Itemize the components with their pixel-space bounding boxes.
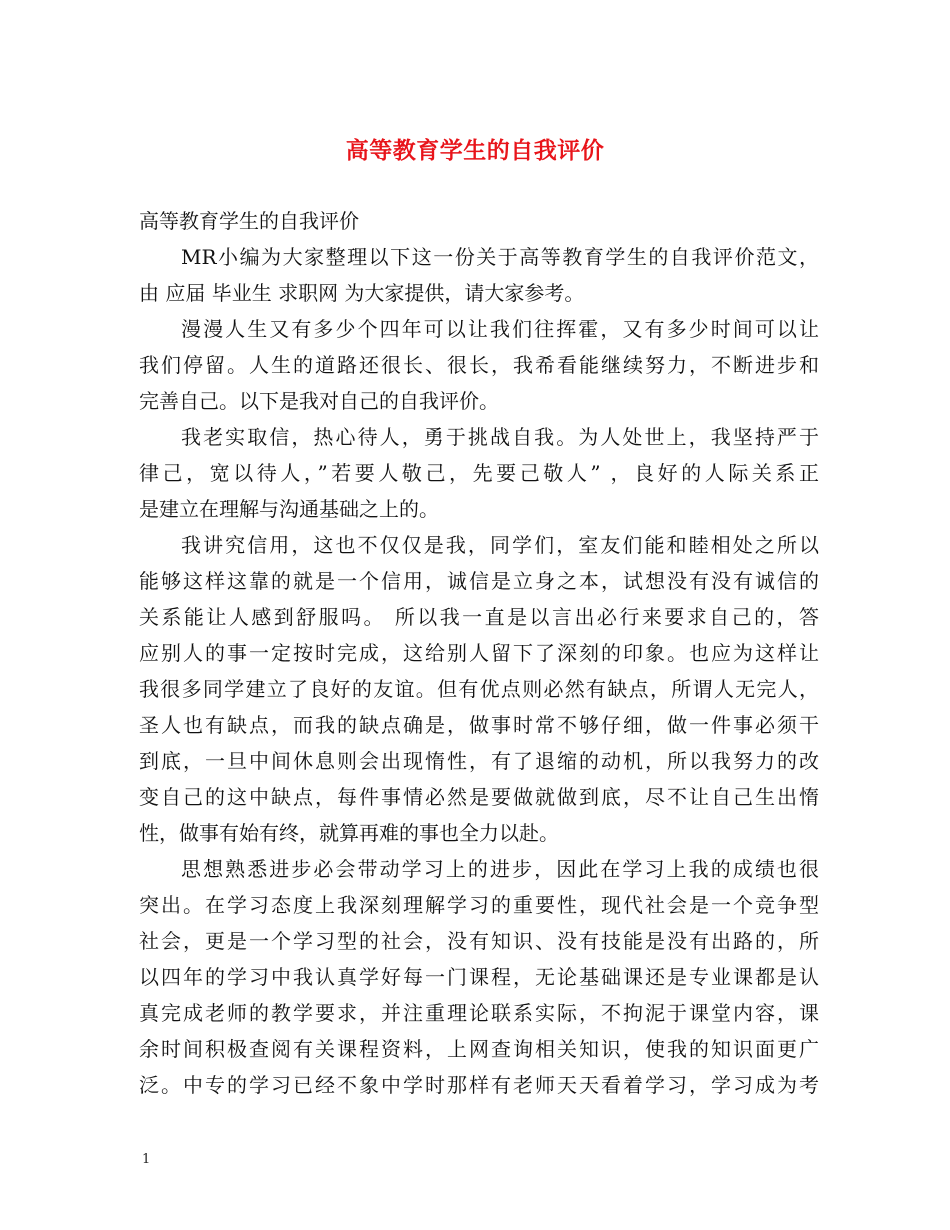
text-line: 泛。中专的学习已经不象中学时那样有老师天天看着学习，学习成为考	[139, 1073, 819, 1097]
text-line: 变自己的这中缺点，每件事情必然是要做就做到底，尽不让自己生出惰	[139, 785, 819, 809]
text-line: 我老实取信，热心待人，勇于挑战自我。为人处世上，我坚持严于	[181, 425, 819, 449]
document-title: 高等教育学生的自我评价	[345, 137, 605, 164]
text-line: 应别人的事一定按时完成，这给别人留下了深刻的印象。也应为这样让	[139, 641, 819, 665]
text-line: 以四年的学习中我认真学好每一门课程，无论基础课还是专业课都是认	[139, 965, 819, 989]
text-line: 性，做事有始有终，就算再难的事也全力以赴。	[139, 821, 559, 845]
text-line: 能够这样这靠的就是一个信用，诚信是立身之本，试想没有没有诚信的	[139, 569, 819, 593]
text-line: 到底，一旦中间休息则会出现惰性，有了退缩的动机，所以我努力的改	[139, 749, 819, 773]
text-line: 社会，更是一个学习型的社会，没有知识、没有技能是没有出路的，所	[139, 929, 819, 953]
text-line: 我讲究信用，这也不仅仅是我，同学们，室友们能和睦相处之所以	[181, 533, 819, 557]
text-line: 圣人也有缺点，而我的缺点确是，做事时常不够仔细，做一件事必须干	[139, 713, 819, 737]
text-line: 完善自己。以下是我对自己的自我评价。	[139, 389, 499, 413]
text-line: 我很多同学建立了良好的友谊。但有优点则必然有缺点，所谓人无完人，	[139, 677, 819, 701]
text-line: 我们停留。人生的道路还很长、很长，我希看能继续努力，不断进步和	[139, 353, 819, 377]
text-line: MR小编为大家整理以下这一份关于高等教育学生的自我评价范文，	[181, 245, 819, 269]
text-line: 突出。在学习态度上我深刻理解学习的重要性，现代社会是一个竞争型	[139, 893, 819, 917]
text-line: 律己，宽以待人，”若要人敬己，先要己敬人” ，良好的人际关系正	[139, 461, 819, 485]
text-line: 真完成老师的教学要求，并注重理论联系实际，不拘泥于课堂内容，课	[139, 1001, 819, 1025]
document-body	[139, 203, 819, 1103]
text-line: 关系能让人感到舒服吗。 所以我一直是以言出必行来要求自己的，答	[139, 605, 819, 629]
page-number: 1	[142, 1152, 151, 1167]
text-line: 由 应届 毕业生 求职网 为大家提供，请大家参考。	[139, 281, 585, 305]
text-line: 余时间积极查阅有关课程资料，上网查询相关知识，使我的知识面更广	[139, 1037, 819, 1061]
text-line: 是建立在理解与沟通基础之上的。	[139, 497, 439, 521]
text-line: 高等教育学生的自我评价	[139, 209, 359, 233]
text-line: 思想熟悉进步必会带动学习上的进步，因此在学习上我的成绩也很	[181, 857, 819, 881]
text-line: 漫漫人生又有多少个四年可以让我们往挥霍，又有多少时间可以让	[181, 317, 819, 341]
